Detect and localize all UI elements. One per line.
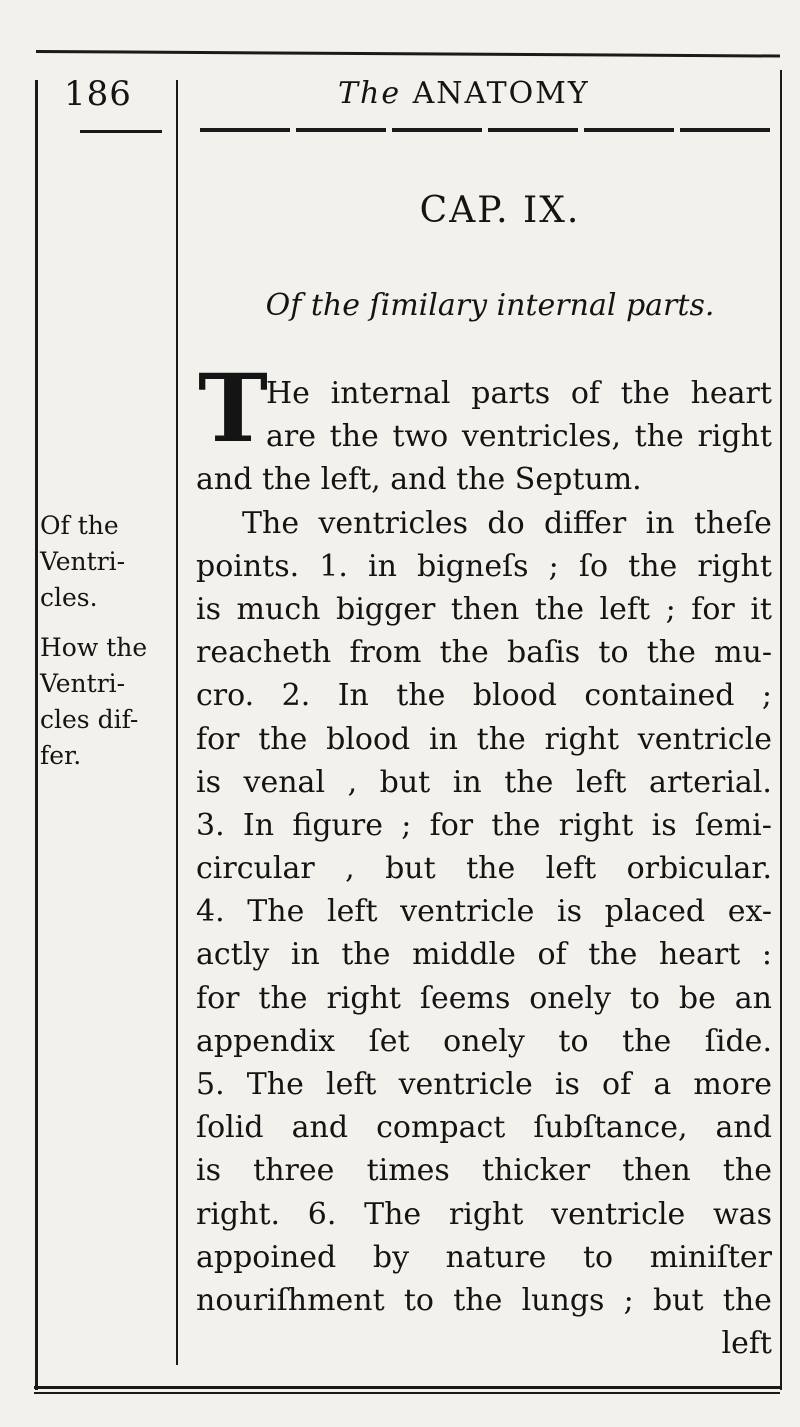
left-frame-rule [35,80,38,1390]
text-line: are the two ventricles, the right [266,419,772,455]
text-line: nouriſhment to the lungs ; but the [196,1282,772,1318]
text-line: reacheth from the baſis to the mu- [196,635,772,671]
text-line: is much bigger then the left ; for it [196,591,772,627]
text-line: actly in the middle of the heart : [196,937,772,973]
margin-note-line: cles dif- [40,705,139,734]
body-text [196,372,772,1365]
running-title-anatomy: ANATOMY [412,76,590,111]
page-number: 186 [64,74,132,114]
margin-note-line: Ventri- [40,669,126,698]
running-title-the: The [338,76,402,111]
chapter-subtitle: Of the ſimilary internal parts. [265,288,715,323]
text-line: 5. The left ventricle is of a more [196,1067,772,1102]
text-line: He internal parts of the heart [266,376,772,411]
margin-note-line: fer. [40,741,82,770]
header-underline-right [200,128,774,132]
margin-note-line: Ventri- [40,547,126,576]
text-line: and the left, and the Septum. [196,462,642,498]
bottom-rule-double [34,1392,780,1394]
right-frame-rule [780,70,782,1390]
text-line: 4. The left ventricle is placed ex- [196,894,772,930]
margin-note [40,508,170,616]
chapter-heading: CAP. IX. [419,190,581,231]
margin-note [40,630,170,774]
text-line: left [721,1326,772,1362]
header-underline-left [80,130,162,133]
text-line: appendix ſet onely to the ſide. [196,1023,772,1059]
margin-note-line: cles. [40,583,98,612]
margin-note-line: Of the [40,511,119,540]
running-title [338,76,658,111]
margin-note-line: How the [40,633,148,662]
bottom-rule [34,1386,780,1389]
text-line: is three times thicker then the [196,1153,772,1189]
text-line: ſolid and compact ſubſtance, and [196,1110,772,1146]
text-line: cro. 2. In the blood contained ; [196,678,772,714]
margin-notes [40,508,170,788]
text-line: appoined by nature to miniſter [196,1239,772,1275]
text-line: 3. In figure ; for the right is ſemi- [196,807,772,843]
top-rule [36,50,780,58]
margin-divider-rule-lower [176,320,178,1365]
text-line: The ventricles do differ in theſe [242,505,772,541]
text-line: for the right ſeems onely to be an [196,980,772,1016]
text-line: is venal , but in the left arterial. [196,764,772,800]
drop-cap: T [198,354,268,464]
text-line: points. 1. in bigneſs ; ſo the right [196,548,772,584]
text-line: right. 6. The right ventricle was [196,1196,772,1232]
text-line: for the blood in the right ventricle [196,721,772,757]
text-line: circular , but the left orbicular. [196,851,772,887]
